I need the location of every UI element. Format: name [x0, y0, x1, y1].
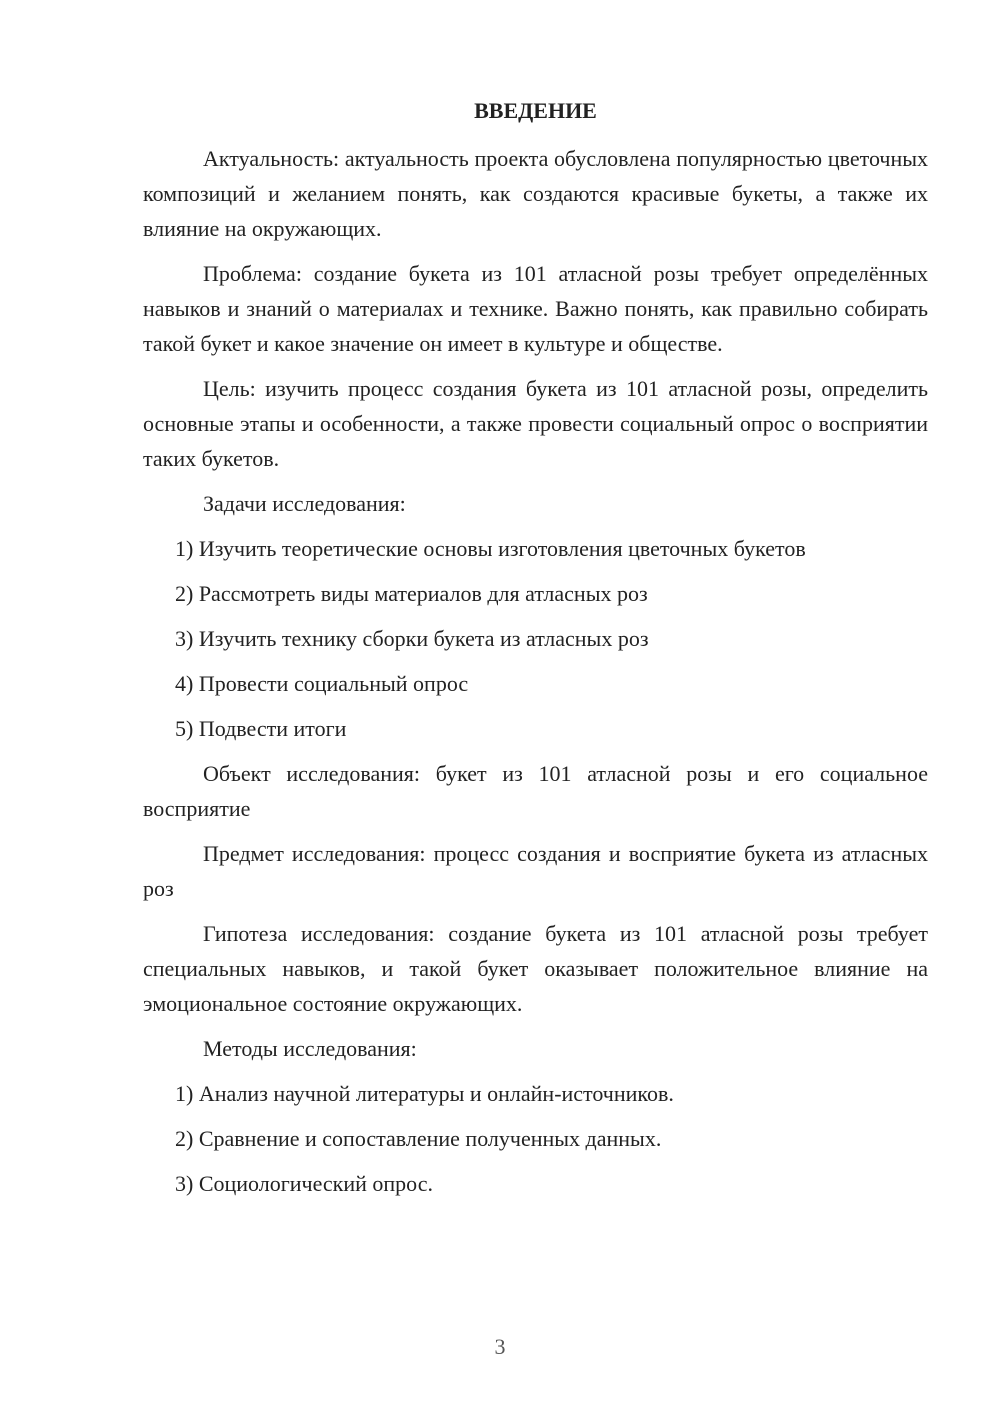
tasks-list	[143, 531, 928, 746]
method-item: 1) Анализ научной литературы и онлайн-источников.	[175, 1081, 674, 1106]
subject-paragraph: Предмет исследования: процесс создания и восприятие букета из атласных роз	[143, 841, 928, 901]
methods-heading: Методы исследования:	[203, 1036, 417, 1061]
hypothesis-paragraph: Гипотеза исследования: создание букета из 101 атласной розы требует специальных навыков, и такой букет оказывает положительное влияние на эмоциональное состояние окружающих.	[143, 921, 928, 1016]
object-paragraph: Объект исследования: букет из 101 атласной розы и его социальное восприятие	[143, 761, 928, 821]
method-item: 2) Сравнение и сопоставление полученных данных.	[175, 1126, 662, 1151]
task-item: 2) Рассмотреть виды материалов для атласных роз	[175, 581, 648, 606]
page-content	[143, 96, 928, 1211]
task-item: 3) Изучить технику сборки букета из атласных роз	[175, 626, 649, 651]
section-title: ВВЕДЕНИЕ	[474, 98, 597, 123]
task-item: 5) Подвести итоги	[175, 716, 347, 741]
page-number: 3	[494, 1334, 506, 1359]
actuality-paragraph: Актуальность: актуальность проекта обусловлена популярностью цветочных композиций и желанием понять, как создаются красивые букеты, а также их влияние на окружающих.	[143, 146, 928, 241]
task-item: 1) Изучить теоретические основы изготовления цветочных букетов	[175, 536, 806, 561]
problem-paragraph: Проблема: создание букета из 101 атласной розы требует определённых навыков и знаний о материалах и технике. Важно понять, как правильно собирать такой букет и какое значение он имеет в культуре и обществе.	[143, 261, 928, 356]
task-item: 4) Провести социальный опрос	[175, 671, 469, 696]
tasks-heading: Задачи исследования:	[203, 491, 406, 516]
methods-list	[143, 1076, 928, 1201]
goal-paragraph: Цель: изучить процесс создания букета из 101 атласной розы, определить основные этапы и особенности, а также провести социальный опрос о восприятии таких букетов.	[143, 376, 928, 471]
method-item: 3) Социологический опрос.	[175, 1171, 433, 1196]
